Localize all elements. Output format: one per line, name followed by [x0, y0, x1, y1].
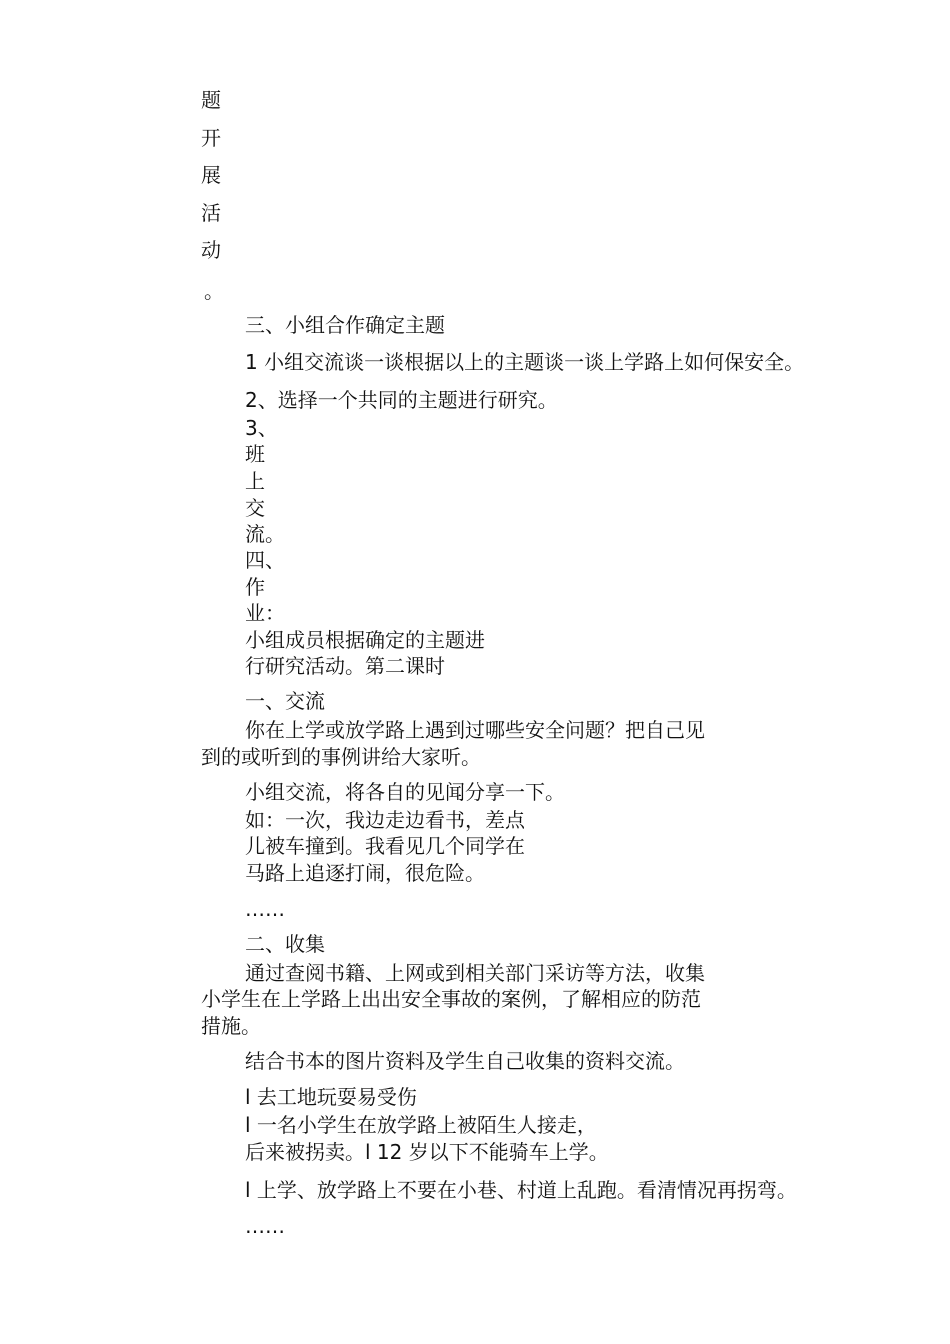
text-line: 上 [245, 469, 265, 493]
text-line: 结合书本的图片资料及学生自己收集的资料交流。 [245, 1049, 685, 1073]
section-heading: 四、 [245, 548, 285, 572]
text-line: 班 [245, 442, 265, 466]
text-line: 马路上追逐打闹，很危险。 [245, 861, 485, 885]
list-item: l 上学、放学路上不要在小巷、村道上乱跑。看清情况再拐弯。 [245, 1178, 797, 1202]
list-item: l 去工地玩耍易受伤 [245, 1085, 417, 1109]
text-line: 如：一次，我边走边看书，差点 [245, 808, 525, 832]
text-line: 1 小组交流谈一谈根据以上的主题谈一谈上学路上如何保安全。 [245, 350, 805, 374]
text-line: 动 [201, 238, 221, 262]
list-item: l 一名小学生在放学路上被陌生人接走， [245, 1113, 597, 1137]
text-line: 措施。 [201, 1014, 261, 1038]
text-line: 业： [245, 601, 285, 625]
text-line: 题 [201, 88, 221, 112]
text-line: 儿被车撞到。我看见几个同学在 [245, 834, 525, 858]
text-line: 流。 [245, 522, 285, 546]
text-line: 3、 [245, 416, 278, 440]
ellipsis: …… [245, 1214, 285, 1238]
list-item: 后来被拐卖。l 12 岁以下不能骑车上学。 [245, 1140, 609, 1164]
text-line: 。 [204, 279, 224, 303]
section-heading: 二、收集 [245, 932, 325, 956]
text-line: 交 [245, 496, 265, 520]
ellipsis: …… [245, 897, 285, 921]
text-line: 小组交流，将各自的见闻分享一下。 [245, 780, 565, 804]
section-heading: 一、交流 [245, 689, 325, 713]
text-line: 到的或听到的事例讲给大家听。 [201, 745, 481, 769]
text-line: 通过查阅书籍、上网或到相关部门采访等方法，收集 [245, 961, 705, 985]
text-line: 你在上学或放学路上遇到过哪些安全问题？把自己见 [245, 718, 705, 742]
text-line: 活 [201, 201, 221, 225]
section-heading: 三、小组合作确定主题 [245, 313, 445, 337]
text-line: 开 [201, 126, 221, 150]
text-line: 小组成员根据确定的主题进 [245, 628, 485, 652]
text-line: 行研究活动。第二课时 [245, 654, 445, 678]
text-line: 作 [245, 575, 265, 599]
text-line: 小学生在上学路上出出安全事故的案例，了解相应的防范 [201, 987, 701, 1011]
text-line: 展 [201, 163, 221, 187]
text-line: 2、选择一个共同的主题进行研究。 [245, 388, 558, 412]
